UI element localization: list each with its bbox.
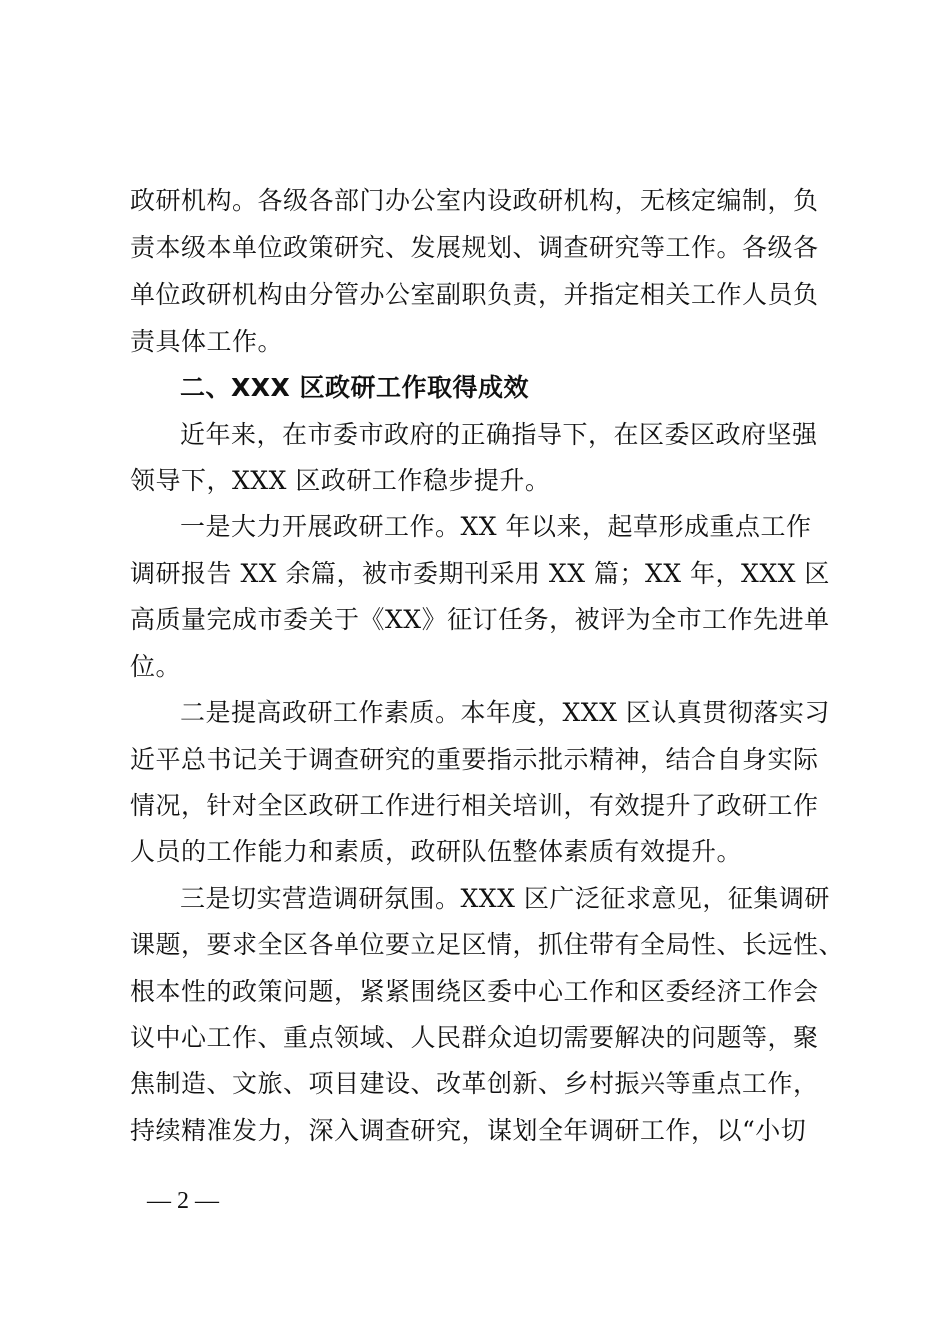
- body-text-line: 位。: [130, 652, 182, 681]
- body-text-line: 调研报告 XX 余篇，被市委期刊采用 XX 篇；XX 年，XXX 区: [130, 559, 830, 588]
- paragraph-first-line: 近年来，在市委市政府的正确指导下，在区委区政府坚强: [180, 420, 818, 449]
- body-text-line: 责具体工作。: [130, 327, 284, 356]
- paragraph-first-line: 三是切实营造调研氛围。XXX 区广泛征求意见，征集调研: [180, 884, 830, 913]
- body-text-line: 责本级本单位政策研究、发展规划、调查研究等工作。各级各: [130, 233, 819, 262]
- section-heading: 二、XXX 区政研工作取得成效: [180, 373, 530, 402]
- body-text-line: 领导下，XXX 区政研工作稳步提升。: [130, 466, 551, 495]
- body-text-line: 人员的工作能力和素质，政研队伍整体素质有效提升。: [130, 837, 743, 866]
- body-text-line: 政研机构。各级各部门办公室内设政研机构，无核定编制，负: [130, 186, 819, 215]
- paragraph-first-line: 一是大力开展政研工作。XX 年以来，起草形成重点工作: [180, 512, 812, 541]
- body-text-line: 焦制造、文旅、项目建设、改革创新、乡村振兴等重点工作，: [130, 1069, 819, 1098]
- body-text-line: 近平总书记关于调查研究的重要指示批示精神，结合自身实际: [130, 745, 819, 774]
- body-text-line: 议中心工作、重点领域、人民群众迫切需要解决的问题等，聚: [130, 1023, 819, 1052]
- body-text-line: 高质量完成市委关于《XX》征订任务，被评为全市工作先进单: [130, 605, 830, 634]
- body-text-line: 情况，针对全区政研工作进行相关培训，有效提升了政研工作: [130, 791, 819, 820]
- body-text-line: 根本性的政策问题，紧紧围绕区委中心工作和区委经济工作会: [130, 977, 819, 1006]
- paragraph-first-line: 二是提高政研工作素质。本年度，XXX 区认真贯彻落实习: [180, 698, 830, 727]
- page-number: — 2 —: [147, 1188, 219, 1214]
- body-text-line: 单位政研机构由分管办公室副职负责，并指定相关工作人员负: [130, 280, 819, 309]
- body-text-line: 持续精准发力，深入调查研究，谋划全年调研工作，以“小切: [130, 1116, 807, 1145]
- body-text-line: 课题，要求全区各单位要立足区情，抓住带有全局性、长远性、: [130, 930, 845, 959]
